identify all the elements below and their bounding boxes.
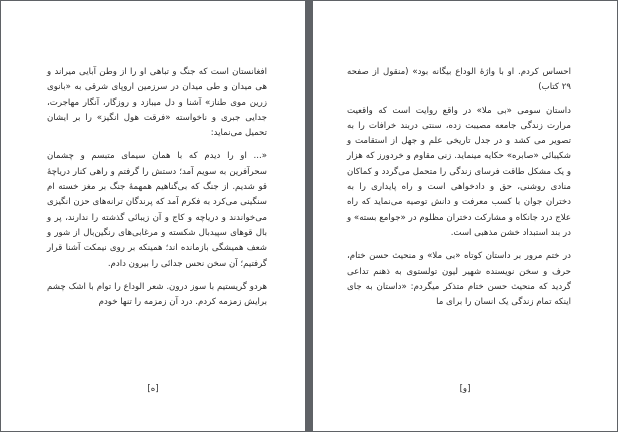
- paragraph: «... او را دیدم که با همان سیمای متبسم و چشمان سحرآفرین به سویم آمد؛ دستش را گرفتم و راهی کنار دریاچهٔ قو شدیم. از جنگ که بی‌گناهیم همهمهٔ جنگ بر مغز خسته ام سنگینی می‌کرد به فکرم آمد که پرندگان ترانه‌های حزن انگیزی می‌خواندند و دریاچه و کاج و آن زیبائی گذشته را ندارند، پر و بال قوهای سپیدبال شکسته و مرغابی‌های رنگین‌بال از شور و شعف همیشگی بازمانده اند؛ همینکه بر روی نیمکت آشنا قرار گرفتیم؛ آن سخن نحس جدائی را بیرون دادم.: [47, 151, 267, 269]
- paragraph: افغانستان است که جنگ و تباهی او را از وطن آبایی میراند و هی میدان و طی میدان در سرزمین اروپای شرقی به «بانوی زرین موی طناز» آشنا و دل میبازد و روزگار، آنگار مهاجرت، جدایی جبری و ناخواسته «فرقت هول انگیز» را بر ایشان تحمیل می‌نماید:: [47, 67, 267, 139]
- paragraph: هردو گریستیم با سوز درون. شعر الوداع را توام با اشک چشم برایش زمزمه کردم. درد آن زمزمه را تنها خودم: [47, 281, 267, 308]
- paragraph: احساس کردم. او با واژهٔ الوداع بیگانه بود» (منقول از صفحه ۲۹ کتاب): [347, 67, 571, 93]
- book-page-right: [313, 1, 617, 431]
- page-body-text: [347, 65, 571, 318]
- paragraph: داستان سومی «بی ملا» در واقع روایت است که واقعیت مرارت زندگی جامعه مصیبت زده، سنتی دربند خرافات را به تصویر می کشد و در جدل تاریخی علم و جهل از استقامت و شکیبائی «صابره» حکایه مینماید. زنی مقاوم و خردورز که هزار و یک مشکل طاقت فرسای زندگی را متحمل می‌گردد و کماکان منادی روشنی، حق و دادخواهی است و راه پایداری را به دختران جوان با کسب معرفت و دانش توصیه می‌نماید که راه علاج درد جانکاه و مشارکت دختران مظلوم در «جوامع بسته» و در بند استبداد خشن مذهبی است.: [347, 105, 571, 238]
- page-number: [ه]: [147, 384, 159, 394]
- book-page-left: [1, 1, 305, 431]
- paragraph: در ختم مرور بر داستان کوتاه «بی ملا» و منحیث حسن ختام، حرف و سخن نویسنده شهیر لیون تولستوی به ذهنم تداعی گردید که منحیث حسن ختام متذکر میگردم: «داستان به جای اینکه تمام زندگی یک انسان را برای ما: [347, 251, 571, 308]
- page-number: [و]: [459, 384, 471, 394]
- page-body-text: [47, 65, 267, 318]
